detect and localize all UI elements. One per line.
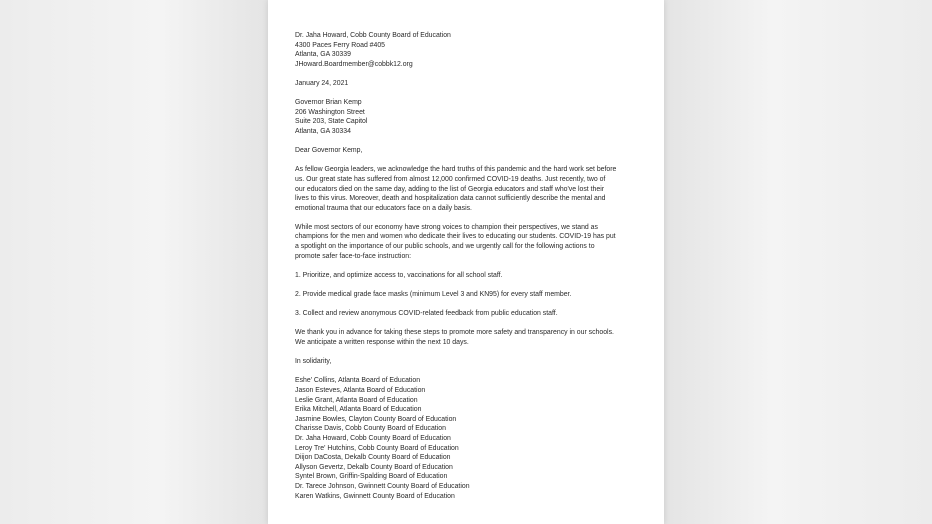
sender-address [295,31,635,69]
action-item-3: 3. Collect and review anonymous COVID-related feedback from public education staff. [295,310,558,318]
signatory: Charisse Davis, Cobb County Board of Education [295,425,446,433]
letter-content [295,31,635,501]
paragraph-line: our educators died on the same day, adding to the list of Georgia educators and staff who've lost their [295,185,605,193]
recipient-line: 206 Washington Street [295,108,365,116]
signatory: Leslie Grant, Atlanta Board of Education [295,396,418,404]
salutation: Dear Governor Kemp, [295,147,363,155]
signatory: Leroy Tre' Hutchins, Cobb County Board of Education [295,444,459,452]
signoff: In solidarity, [295,358,332,366]
signatory: Allyson Gevertz, Dekalb County Board of Education [295,463,453,471]
recipient-line: Atlanta, GA 30334 [295,127,351,135]
paragraph-line: a spotlight on the importance of our public schools, and we urgently call for the following actions to [295,243,595,251]
signatory: Karen Watkins, Gwinnett County Board of Education [295,492,455,500]
paragraph-line: As fellow Georgia leaders, we acknowledge the hard truths of this pandemic and the hard work set before [295,166,617,174]
sender-line: Atlanta, GA 30339 [295,51,351,59]
action-item-1: 1. Prioritize, and optimize access to, vaccinations for all school staff. [295,271,503,279]
recipient-address [295,98,635,136]
signatory: Dr. Tarece Johnson, Gwinnett County Board of Education [295,482,470,490]
action-item-2: 2. Provide medical grade face masks (minimum Level 3 and KN95) for every staff member. [295,291,572,299]
paragraph-1 [295,165,635,213]
signatory: Diijon DaCosta, Dekalb County Board of Education [295,454,451,462]
paragraph-line: champions for the men and women who dedicate their lives to educating our students. COVID-19 has put [295,233,616,241]
sender-line: Dr. Jaha Howard, Cobb County Board of Education [295,32,451,39]
closing-paragraph [295,328,635,347]
sender-email: JHoward.Boardmember@cobbk12.org [295,60,413,68]
background-right [664,0,932,524]
paragraph-line: lives to this virus. Moreover, death and hospitalization data cannot sufficiently describe the mental and [295,195,606,203]
letter-date: January 24, 2021 [295,79,349,87]
recipient-line: Governor Brian Kemp [295,99,362,107]
signatory: Eshe' Collins, Atlanta Board of Education [295,377,421,385]
paragraph-line: us. Our great state has suffered from almost 12,000 confirmed COVID-19 deaths. Just recently, two of [295,175,606,183]
signatory: Jason Esteves, Atlanta Board of Education [295,386,426,394]
signatory: Jasmine Bowles, Clayton County Board of Education [295,415,457,423]
paragraph-line: We thank you in advance for taking these steps to promote more safety and transparency in our schools. [295,329,614,337]
sender-line: 4300 Paces Ferry Road #405 [295,41,386,49]
signatory: Syntel Brown, Griffin-Spalding Board of Education [295,473,448,481]
paragraph-line: promote safer face-to-face instruction: [295,252,412,260]
signatory: Erika Mitchell, Atlanta Board of Education [295,406,422,414]
paragraph-line: While most sectors of our economy have strong voices to champion their perspectives, we stand as [295,223,598,231]
background-left [0,0,268,524]
signatory-list [295,376,635,501]
signatory: Dr. Jaha Howard, Cobb County Board of Education [295,434,451,442]
paragraph-line: We anticipate a written response within the next 10 days. [295,339,469,346]
recipient-line: Suite 203, State Capitol [295,118,368,126]
letter-page [268,0,664,524]
paragraph-2 [295,223,635,261]
paragraph-line: emotional trauma that our educators face on a daily basis. [295,204,472,212]
